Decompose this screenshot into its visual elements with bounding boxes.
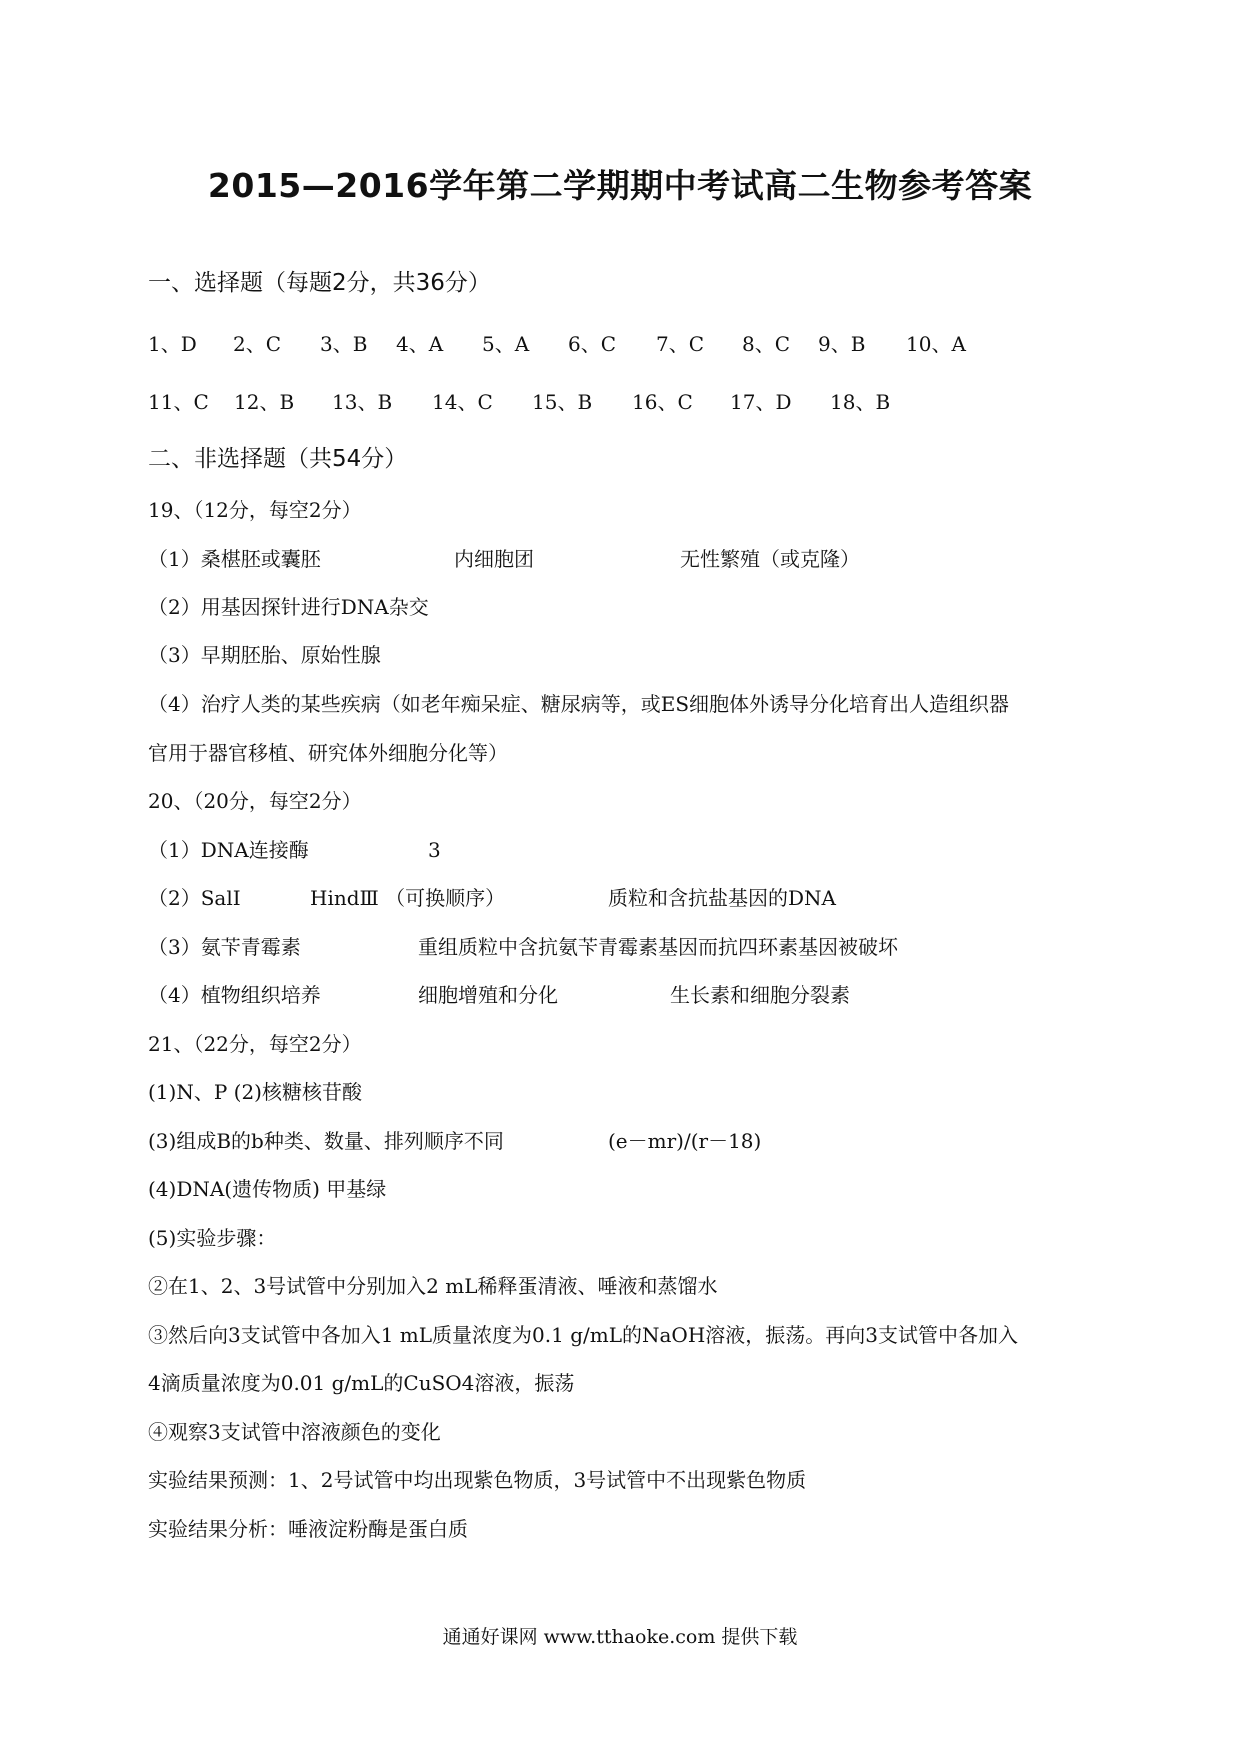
answer-5: 5、A — [482, 332, 530, 356]
answer-9: 9、B — [818, 332, 866, 356]
q21-step-3-line-2: 4滴质量浓度为0.01 g/mL的CuSO4溶液，振荡 — [148, 1371, 575, 1395]
section2-heading: 二、非选择题（共54分） — [148, 446, 408, 472]
answer-6: 6、C — [568, 332, 617, 356]
answer-2: 2、C — [233, 332, 282, 356]
q21-3-blank-1: (3)组成B的b种类、数量、排列顺序不同 — [148, 1129, 504, 1153]
answer-3: 3、B — [320, 332, 368, 356]
q20-header: 20、（20分，每空2分） — [148, 789, 362, 813]
answer-10: 10、A — [906, 332, 966, 356]
q21-answer-5: (5)实验步骤： — [148, 1226, 277, 1250]
answer-17: 17、D — [730, 390, 792, 414]
q19-1-blank-1: （1）桑椹胚或囊胚 — [148, 547, 321, 571]
answer-11: 11、C — [148, 390, 209, 414]
q19-1-blank-2: 内细胞团 — [454, 547, 534, 571]
section1-heading: 一、选择题（每题2分，共36分） — [148, 270, 491, 296]
q19-answer-4-line-2: 官用于器官移植、研究体外细胞分化等） — [148, 741, 508, 765]
q19-answer-4-line-1: （4）治疗人类的某些疾病（如老年痴呆症、糖尿病等，或ES细胞体外诱导分化培育出人造组织器 — [148, 692, 1010, 716]
q20-2-blank-1: （2）SalⅠ — [148, 886, 241, 910]
answer-15: 15、B — [532, 390, 593, 414]
answer-18: 18、B — [830, 390, 891, 414]
q19-header: 19、（12分，每空2分） — [148, 498, 362, 522]
q20-2-blank-3: 质粒和含抗盐基因的DNA — [608, 886, 836, 910]
q21-answer-4: (4)DNA(遗传物质) 甲基绿 — [148, 1177, 387, 1201]
answer-1: 1、D — [148, 332, 197, 356]
q21-prediction: 实验结果预测：1、2号试管中均出现紫色物质，3号试管中不出现紫色物质 — [148, 1468, 807, 1492]
q21-3-blank-2: (e－mr)/(r－18) — [608, 1129, 762, 1153]
q21-step-3-line-1: ③然后向3支试管中各加入1 mL质量浓度为0.1 g/mL的NaOH溶液，振荡。再向3支试管中各加入 — [148, 1323, 1018, 1347]
q20-2-blank-2: HindⅢ （可换顺序） — [310, 886, 506, 910]
q21-step-4: ④观察3支试管中溶液颜色的变化 — [148, 1420, 441, 1444]
q21-header: 21、（22分，每空2分） — [148, 1032, 362, 1056]
q21-analysis: 实验结果分析：唾液淀粉酶是蛋白质 — [148, 1517, 468, 1541]
answer-14: 14、C — [432, 390, 493, 414]
answer-12: 12、B — [234, 390, 295, 414]
document-title: 2015—2016学年第二学期期中考试高二生物参考答案 — [207, 166, 1033, 205]
q20-4-blank-3: 生长素和细胞分裂素 — [670, 983, 850, 1007]
q20-3-blank-2: 重组质粒中含抗氨苄青霉素基因而抗四环素基因被破坏 — [418, 935, 898, 959]
q19-answer-2: （2）用基因探针进行DNA杂交 — [148, 595, 429, 619]
answer-7: 7、C — [656, 332, 705, 356]
q19-answer-3: （3）早期胚胎、原始性腺 — [148, 643, 381, 667]
answer-8: 8、C — [742, 332, 791, 356]
q21-step-2: ②在1、2、3号试管中分别加入2 mL稀释蛋清液、唾液和蒸馏水 — [148, 1274, 718, 1298]
q19-1-blank-3: 无性繁殖（或克隆） — [680, 547, 860, 571]
q20-4-blank-1: （4）植物组织培养 — [148, 983, 321, 1007]
answer-13: 13、B — [332, 390, 393, 414]
answer-4: 4、A — [396, 332, 444, 356]
q20-1-blank-2: 3 — [428, 838, 441, 862]
answer-16: 16、C — [632, 390, 693, 414]
q20-3-blank-1: （3）氨苄青霉素 — [148, 935, 301, 959]
q20-1-blank-1: （1）DNA连接酶 — [148, 838, 309, 862]
q21-answer-1-2: (1)N、P (2)核糖核苷酸 — [148, 1080, 362, 1104]
q20-4-blank-2: 细胞增殖和分化 — [418, 983, 558, 1007]
footer-source: 通通好课网 www.tthaoke.com 提供下载 — [442, 1626, 798, 1648]
